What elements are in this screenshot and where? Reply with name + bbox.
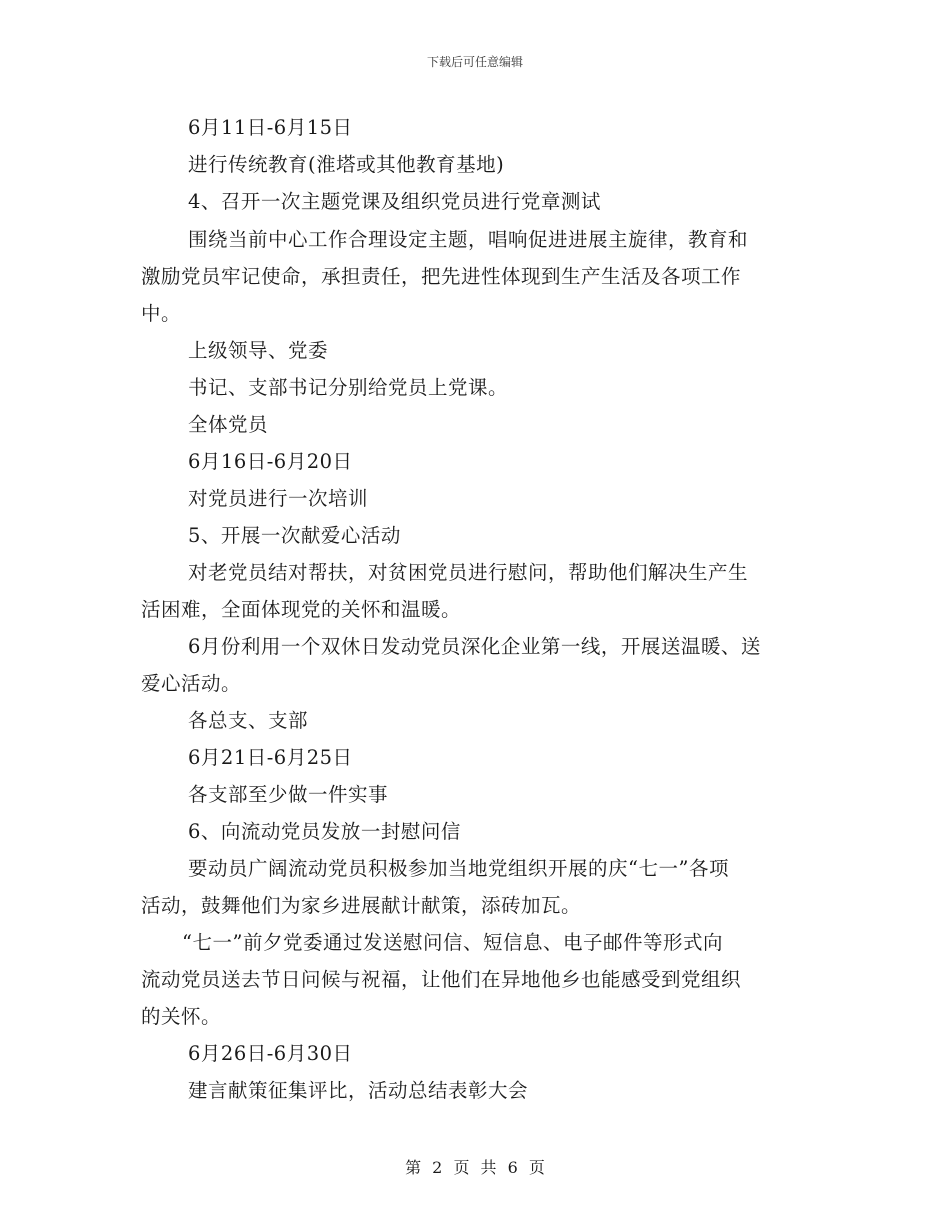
body-line: 建言献策征集评比，活动总结表彰大会 <box>188 1079 529 1102</box>
date-line: 6月21日-6月25日 <box>188 746 353 769</box>
section-heading: 5、开展一次献爱心活动 <box>188 524 401 547</box>
body-line: 流动党员送去节日问候与祝福，让他们在异地他乡也能感受到党组织 <box>141 968 742 991</box>
section-heading: 4、召开一次主题党课及组织党员进行党章测试 <box>188 190 601 213</box>
body-line: 对老党员结对帮扶，对贫困党员进行慰问，帮助他们解决生产生 <box>188 561 749 584</box>
body-line: 上级领导、党委 <box>188 339 329 362</box>
body-line: 全体党员 <box>188 413 269 436</box>
date-line: 6月16日-6月20日 <box>188 450 353 473</box>
section-heading: 6、向流动党员发放一封慰问信 <box>188 820 461 843</box>
body-line: 各支部至少做一件实事 <box>188 783 389 806</box>
body-line: “七一”前夕党委通过发送慰问信、短信息、电子邮件等形式向 <box>182 931 723 954</box>
body-line: 各总支、支部 <box>188 709 309 732</box>
body-line: 激励党员牢记使命，承担责任，把先进性体现到生产生活及各项工作 <box>141 265 742 288</box>
page-footer: 第 2 页 共 6 页 <box>405 1158 545 1177</box>
date-line: 6月11日-6月15日 <box>188 116 353 139</box>
body-line: 活动，鼓舞他们为家乡进展献计献策，添砖加瓦。 <box>141 894 582 917</box>
body-line: 围绕当前中心工作合理设定主题，唱响促进进展主旋律，教育和 <box>188 228 749 251</box>
body-line: 进行传统教育(淮塔或其他教育基地) <box>188 153 505 176</box>
body-line: 对党员进行一次培训 <box>188 487 369 510</box>
body-line: 的关怀。 <box>141 1005 222 1028</box>
body-line: 中。 <box>141 302 182 325</box>
body-line: 书记、支部书记分别给党员上党课。 <box>188 376 509 399</box>
body-line: 6月份利用一个双休日发动党员深化企业第一线，开展送温暖、送 <box>188 635 761 658</box>
body-line: 活困难，全面体现党的关怀和温暖。 <box>141 598 462 621</box>
page-header: 下载后可任意编辑 <box>426 55 523 69</box>
body-line: 爱心活动。 <box>141 672 242 695</box>
date-line: 6月26日-6月30日 <box>188 1042 353 1065</box>
body-line: 要动员广阔流动党员积极参加当地党组织开展的庆“七一”各项 <box>188 857 729 880</box>
